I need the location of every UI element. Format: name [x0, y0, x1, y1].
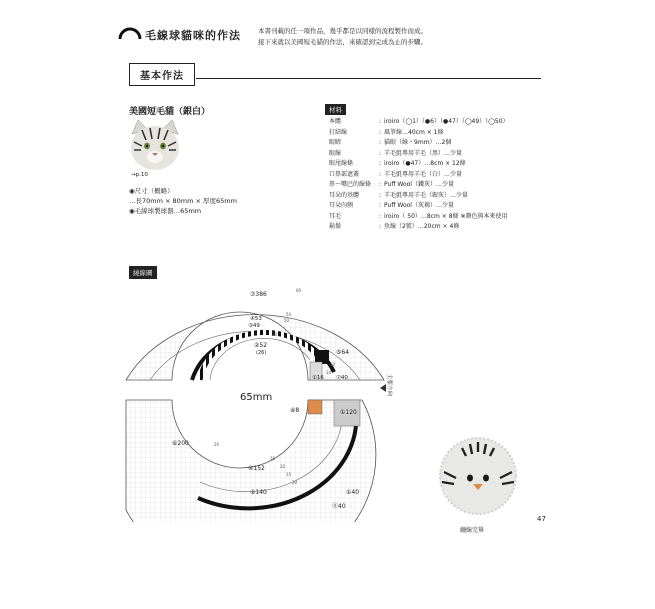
scale-number: 16 [270, 456, 276, 461]
photo-reference: →p.10 [131, 172, 148, 178]
label: ⑥200 [172, 440, 189, 447]
materials-label: 材料 [325, 104, 346, 115]
scale-number: 10 [330, 362, 336, 367]
diagram-size: 65mm [240, 392, 273, 403]
scale-number: 20 [214, 442, 220, 447]
spec-line: …長70mm × 80mm × 厚度65mm [129, 197, 237, 205]
direction-label: 主要方向 [386, 374, 392, 397]
material-row [329, 201, 509, 212]
material-row [329, 128, 509, 139]
material-value: : iroiro（◯1）（●6）（●47）（◯49）（◯50） [379, 117, 509, 128]
spec-line: ◉毛線球製球器…65mm [129, 207, 202, 215]
material-value: : 羊毛氈專用羊毛（白）…少量 [379, 170, 462, 181]
diagram-label: 繞線圖 [129, 266, 157, 279]
spec-line: ◉尺寸（概略） [129, 187, 174, 195]
cat-name: 美國短毛貓（銀白） [129, 107, 211, 117]
material-row [329, 117, 509, 128]
scale-number: 54 [286, 312, 292, 317]
winding-diagram [110, 262, 410, 522]
material-row [329, 222, 509, 233]
label: ④152 [248, 465, 265, 472]
scale-number: 60 [296, 288, 302, 293]
material-value: : Puff Wool（鐵灰）…少量 [379, 180, 454, 191]
materials-table [329, 117, 509, 233]
material-value: : iroiro（ 50）…8cm × 8條 ※顏色與本來使用 [379, 212, 507, 223]
arch-icon [118, 26, 142, 40]
material-value: : 風箏線…40cm × 1條 [379, 128, 443, 139]
scale-number: 30 [292, 480, 298, 485]
label: ⑦386 [250, 291, 267, 298]
scale-number: 15 [286, 472, 292, 477]
scale-number: 50 [284, 318, 290, 323]
intro-line: 接下來就以美國短毛貓的作法，來確認到完成為止的步驟。 [258, 38, 427, 46]
section-divider [196, 78, 541, 79]
pompom-cat-photo [436, 434, 520, 518]
material-row [329, 138, 509, 149]
material-row [329, 170, 509, 181]
material-name: 耳毛 [329, 212, 342, 220]
material-name: 眼尾線條 [329, 160, 354, 167]
material-name: 口鼻部遮蓋 [329, 170, 360, 178]
material-name: 耳朵內側 [329, 202, 354, 209]
direction-arrow [380, 384, 386, 392]
caption: 纏線完畢 [460, 527, 485, 534]
label: ④53 [250, 316, 262, 322]
label: ⑧8 [290, 407, 300, 414]
material-row [329, 159, 509, 170]
material-name: 鼻～嘴巴的線條 [329, 181, 372, 188]
material-row [329, 212, 509, 223]
material-value: : 羊毛氈專用羊毛（黑）…少量 [379, 149, 462, 160]
page-title: 毛線球貓咪的作法 [145, 29, 241, 42]
material-value: : 羊毛氈專用羊毛（銀灰）…少量 [379, 191, 468, 202]
material-value: : 魚線（2號）…20cm × 4條 [379, 222, 459, 233]
material-value: : Puff Wool（灰褐）…少量 [379, 201, 454, 212]
label: (26) [256, 350, 267, 356]
material-value: : 貓眼（綠・9mm）…2個 [379, 138, 451, 149]
section-title: 基本作法 [129, 63, 195, 86]
intro-text [258, 26, 488, 48]
scale-number: 30 [272, 332, 278, 337]
scale-number: 20 [280, 464, 286, 469]
label: ①120 [340, 409, 357, 416]
material-value: : iroiro（●47）…8cm × 12條 [379, 159, 466, 170]
material-name: 本體 [329, 118, 342, 125]
label: ③49 [248, 323, 260, 329]
material-name: 鬍鬚 [329, 223, 342, 230]
material-row [329, 191, 509, 202]
label: ⑤64 [336, 349, 350, 356]
label: ①40 [346, 489, 360, 496]
material-name: 眼睛 [329, 139, 342, 146]
material-row [329, 149, 509, 160]
spec-list [129, 186, 237, 216]
scale-number: 10 [326, 370, 332, 375]
material-name: 耳朵的基體 [329, 191, 360, 199]
intro-line: 本書刊載的任一項作品，幾乎都是以同樣的流程製作而成。 [258, 27, 427, 35]
label: ⑦40 [336, 375, 348, 381]
label: ①16 [312, 375, 324, 381]
orange-block [308, 400, 322, 414]
material-name: 眼線 [329, 149, 342, 157]
material-row [329, 180, 509, 191]
cat-face-photo [126, 120, 184, 172]
label: ②52 [254, 342, 268, 349]
label: ②140 [250, 489, 267, 496]
page-number: 47 [537, 515, 546, 523]
material-name: 打結線 [329, 128, 348, 136]
label: ⑪40 [332, 503, 346, 510]
